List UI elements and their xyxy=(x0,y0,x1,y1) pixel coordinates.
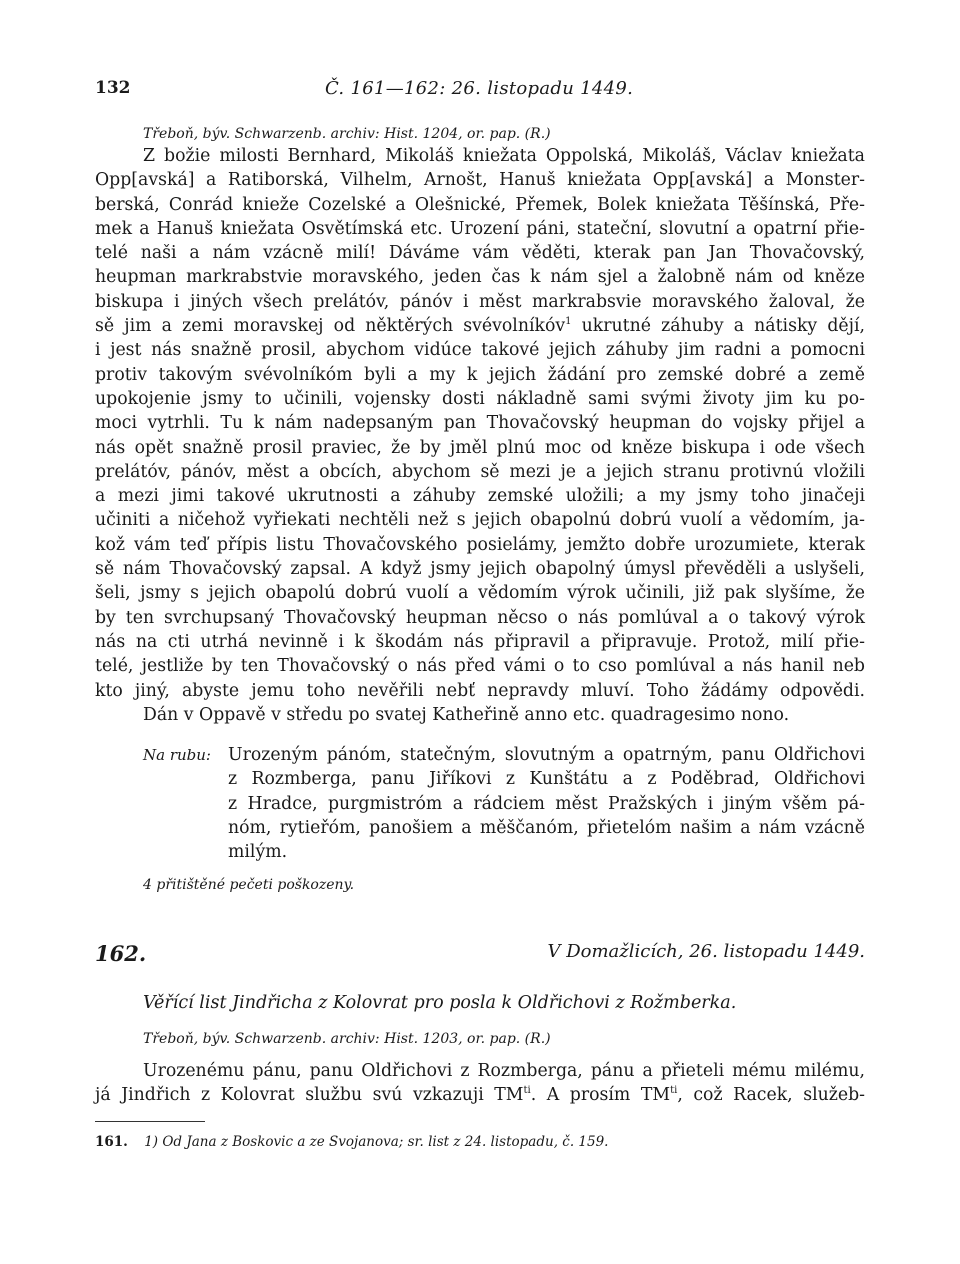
text-line: telé, jestliže by ten Thovačovský o nás před vámi o to cso pomlúval a nás hanil neb xyxy=(95,656,865,677)
verso-label: Na rubu: xyxy=(143,746,211,765)
text-line: nás na cti utrhá nevinně i k škodám nás připravil a připravuje. Protož, milí přie- xyxy=(95,631,865,652)
footnote xyxy=(95,1134,865,1150)
text-segment: , což Racek, služeb- xyxy=(677,1084,865,1105)
verso-address xyxy=(95,743,865,864)
text-line: by ten svrchupsaný Thovačovský heupman něcso o nás pomlúval a o takový výrok xyxy=(95,607,865,628)
document-162-header xyxy=(95,941,865,971)
text-line xyxy=(95,1083,865,1107)
text-line: berská, Conrád knieže Cozelské a Olešnické, Přemek, Bolek kniežata Těšínská, Pře- xyxy=(95,194,865,215)
archive-source-161: Třeboň, býv. Schwarzenb. archiv: Hist. 1204, or. pap. (R.) xyxy=(143,126,551,142)
page-number: 132 xyxy=(95,78,131,98)
text-line: Z božie milosti Bernhard, Mikoláš kniežata Oppolská, Mikoláš, Václav kniežata xyxy=(143,146,865,166)
text-line: i jest nás snažně prosil, abychom vidúce takové jejich záhuby jim radni a pomocni xyxy=(95,340,865,361)
letter-161-text xyxy=(95,144,865,727)
text-line: sě nám Thovačovský zapsal. A když jsmy jejich obapolný úmysl převěděli a uslyšeli, xyxy=(95,559,865,580)
text-segment: . A prosím TM xyxy=(530,1084,671,1105)
verso-line: z Rozmberga, panu Jiříkovi z Kunštátu a z Poděbrad, Oldřichovi xyxy=(228,769,865,790)
document-number: 162. xyxy=(95,940,147,966)
document-page xyxy=(95,60,865,1150)
footnote-divider xyxy=(95,1121,205,1122)
text-line: protiv takovým svévolníkóm byli a my k jejich žádání pro zemské dobré a země xyxy=(95,364,865,385)
abbrev-sup: ti xyxy=(670,1085,678,1097)
place-date: V Domažlicích, 26. listopadu 1449. xyxy=(547,940,865,962)
verso-line: z Hradce, purgmistróm a rádciem měst Pražských i jiným všěm pá- xyxy=(228,793,865,814)
text-line: šeli, jsmy s jejich obapolú dobrú vuolí a vědomím výrok učinili, již pak slyšíme, že xyxy=(95,583,865,604)
regest: Věřící list Jindřicha z Kolovrat pro posla k Oldřichovi z Rožmberka. xyxy=(143,992,737,1013)
text-line: a mezi jimi takové ukrutnosti a záhuby zemské uložili; a my jsmy toho jinačeji xyxy=(95,486,865,507)
verso-line: milým. xyxy=(228,842,288,863)
footnote-marker: 1 xyxy=(565,316,572,328)
text-line: moci vytrhli. Tu k nám nadepsaným pan Thovačovský heupman do vojsky přijel a xyxy=(95,413,865,434)
archive-source-162: Třeboň, býv. Schwarzenb. archiv: Hist. 1203, or. pap. (R.) xyxy=(143,1030,551,1047)
footnote-number: 161. xyxy=(95,1134,128,1151)
closing-line: Dán v Oppavě v středu po svatej Katheřině anno etc. quadragesimo nono. xyxy=(143,704,790,725)
verso-line: Urozeným pánóm, statečným, slovutným a opatrným, panu Oldřichovi xyxy=(228,745,865,766)
text-line: nás opět snažně prosil praviec, že by jměl plnú moc od kněze biskupa i ode všech xyxy=(95,437,865,458)
text-line: mek a Hanuš kniežata Osvětímská etc. Urození páni, stateční, slovutní a opatrní přie- xyxy=(95,218,865,239)
verso-line: nóm, rytieřóm, panošiem a měščanóm, přietelóm našim a nám vzácně xyxy=(228,818,865,839)
text-line: kto jiný, abyste jemu toho nevěřili nebť nepravdy mluví. Toho žádámy odpovědi. xyxy=(95,680,865,701)
text-line: telé naši a nám vzácně milí! Dáváme vám věděti, kterak pan Jan Thovačovský, xyxy=(95,243,865,264)
verso-text xyxy=(228,743,865,864)
text-line-with-footnote xyxy=(95,314,865,338)
running-header xyxy=(95,60,865,100)
text-line: heupman markrabstvie moravského, jeden čas k nám sjel a žalobně nám od kněze xyxy=(95,267,865,288)
letter-162-text xyxy=(95,1059,865,1108)
text-line: Urozenému pánu, panu Oldřichovi z Rozmberga, pánu a přieteli mému milému, xyxy=(143,1060,865,1081)
seals-note: 4 přitištěné pečeti poškozeny. xyxy=(143,876,355,893)
text-segment: ukrutné záhuby a nátisky dějí, xyxy=(571,316,865,337)
text-line: upokojenie jsmy to učinili, vojensky dosti nákladně sami svými životy jim ku po- xyxy=(95,388,865,409)
abbrev-sup: ti xyxy=(523,1085,531,1097)
text-line: učiniti a ničehož vyřiekati nechtěli než s jejich obapolnú dobrú vuolí a vědomím, ja- xyxy=(95,510,865,531)
text-line: prelátóv, pánóv, měst a obcích, abychom sě mezi je a jejich stranu protivnú vložili xyxy=(95,461,865,482)
footnote-text: 1) Od Jana z Boskovic a ze Svojanova; sr. list z 24. listopadu, č. 159. xyxy=(144,1134,609,1151)
text-line: biskupa i jiných všech prelátóv, pánóv i měst markrabsvie moravského žaloval, že xyxy=(95,291,865,312)
text-segment: já Jindřich z Kolovrat službu svú vzkazuji TM xyxy=(95,1084,524,1105)
text-segment: sě jim a zemi moravskej od něktěrých svévolníkóv xyxy=(95,316,566,337)
running-title: Č. 161—162: 26. listopadu 1449. xyxy=(325,78,634,99)
text-line: kož vám teď přípis listu Thovačovského posielámy, jemžto dobře urozumiete, kterak xyxy=(95,534,865,555)
text-line: Opp[avská] a Ratiborská, Vilhelm, Arnošt, Hanuš kniežata Opp[avská] a Monster- xyxy=(95,170,865,191)
